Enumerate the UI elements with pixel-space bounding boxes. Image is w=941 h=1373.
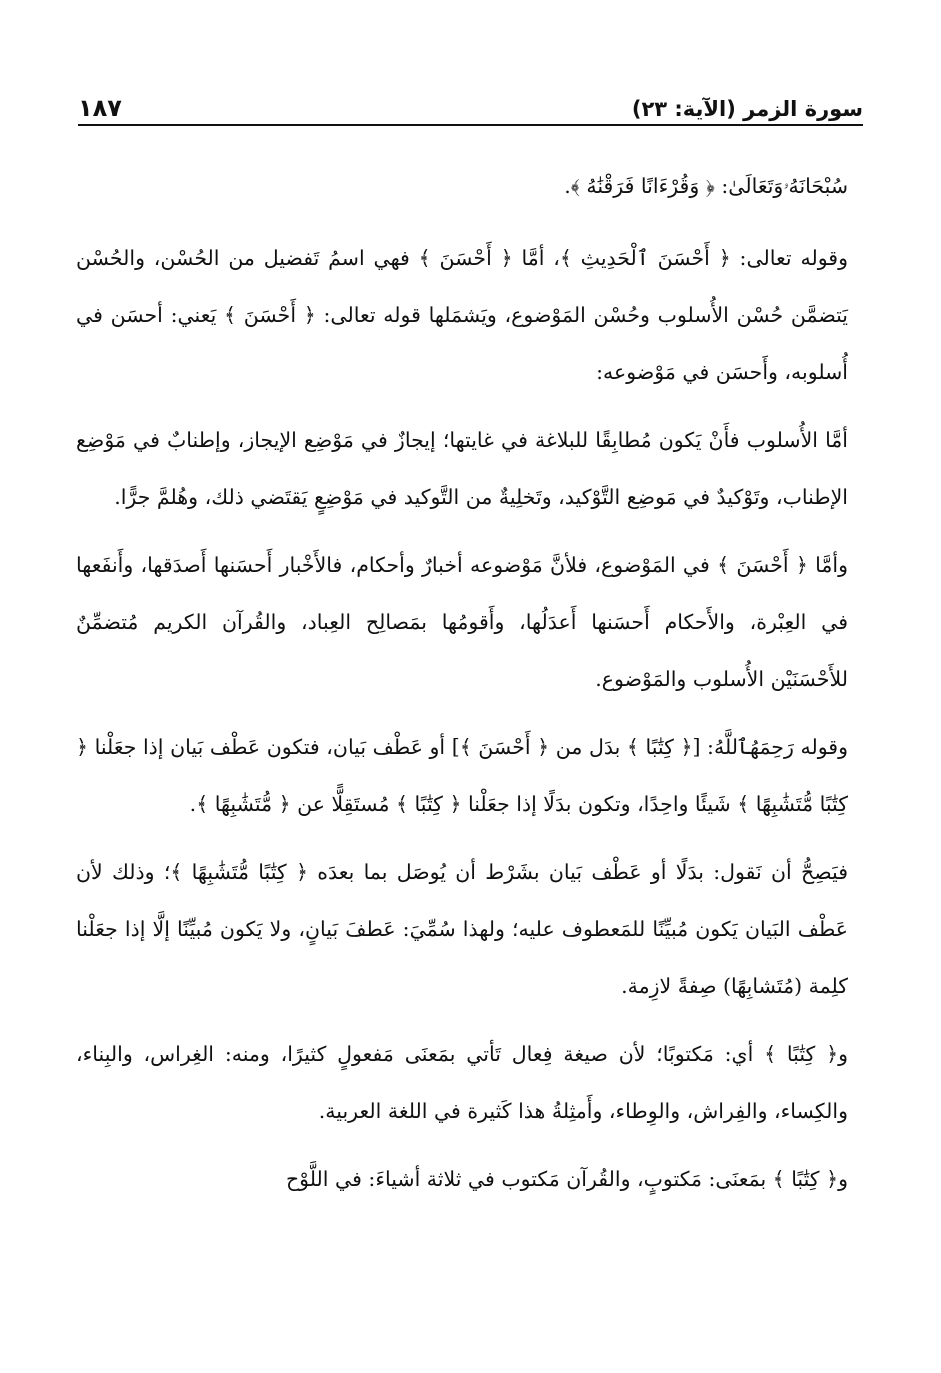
paragraph-7: و﴿ كِتَٰبًا ﴾ أي: مَكتوبًا؛ لأن صيغة فِعال تَأتي بمَعنَى مَفعولٍ كثيرًا، ومنه: الغِراس، والبِناء، والكِساء، والفِراش، والوِطاء، وأَمثِلةُ هذا كَثيرة في اللغة العربية.	[76, 1042, 848, 1123]
paragraph-2: وقوله تعالى: ﴿ أَحْسَنَ ٱلْحَدِيثِ ﴾، أمَّا ﴿ أَحْسَنَ ﴾ فهي اسمُ تَفضيل من الحُسْن، والحُسْن يَتضمَّن حُسْن الأُسلوب وحُسْن المَوْضوع، ويَشمَلها قوله تعالى: ﴿ أَحْسَنَ ﴾ يَعني: أحسَن في أُسلوبه، وأَحسَن في مَوْضوعه:	[76, 246, 848, 384]
running-title: سورة الزمر (الآية: ٢٣)	[631, 97, 863, 121]
paragraph-8: و﴿ كِتَٰبًا ﴾ بمَعنَى: مَكتوبٍ، والقُرآن مَكتوب في ثلاثة أشياءَ: في اللَّوْح	[285, 1167, 848, 1191]
paragraph-6: فيَصِحُّ أن نَقول: بدَلًا أو عَطْف بَيان بشَرْط أن يُوصَل بما بعدَه ﴿ كِتَٰبًا مُّتَشَٰبِهًا ﴾؛ وذلك لأن عَطْف البَيان يَكون مُبيِّنًا للمَعطوف عليه؛ ولهذا سُمِّيَ: عَطفَ بَيانٍ، ولا يَكون مُبيِّنًا إلَّا إذا جعَلْنا كلِمة (مُتَشابِهًا) صِفةً لازِمة.	[76, 860, 848, 998]
page-header	[78, 86, 863, 126]
paragraph-5: وقوله رَحِمَهُٱللَّهُ: [﴿ كِتَٰبًا ﴾ بدَل من ﴿ أَحْسَنَ ﴾] أو عَطْف بَيان، فتكون عَطْف بَيان إذا جعَلْنا ﴿ كِتَٰبًا مُّتَشَٰبِهًا ﴾ شَيئًا واحِدًا، وتكون بدَلًا إذا جعَلْنا ﴿ كِتَٰبًا ﴾ مُستَقِلًّا عن ﴿ مُّتَشَٰبِهًا ﴾.	[76, 735, 848, 816]
page-number: ١٨٧	[78, 94, 122, 122]
page-body	[76, 158, 848, 1219]
header-rule	[78, 124, 863, 126]
paragraph-3: أمَّا الأُسلوب فأَنْ يَكون مُطابِقًا للبلاغة في غايتها؛ إيجازٌ في مَوْضِع الإيجاز، وإطنابٌ في مَوْضِع الإطناب، وتَوْكيدٌ في مَوضِع التَّوْكيد، وتَخلِيةٌ من التَّوكيد في مَوْضِعٍ يَقتَضي ذلك، وهُلمَّ جرًّا.	[76, 428, 848, 509]
paragraph-1: سُبْحَانَهُۥوَتَعَالَىٰ: ﴿ وَقُرْءَانًا فَرَقْنَٰهُ ﴾.	[564, 174, 848, 198]
paragraph-4: وأمَّا ﴿ أَحْسَنَ ﴾ في المَوْضوع، فلأنَّ مَوْضوعه أخبارٌ وأحكام، فالأَخْبار أَحسَنها أَصدَقها، وأَنفَعها في العِبْرة، والأَحكام أَحسَنها أَعدَلُها، وأَقومُها بمَصالِح العِباد، والقُرآن الكريم مُتضمِّنٌ للأَحْسَنَيْن الأُسلوب والمَوْضوع.	[76, 553, 848, 691]
